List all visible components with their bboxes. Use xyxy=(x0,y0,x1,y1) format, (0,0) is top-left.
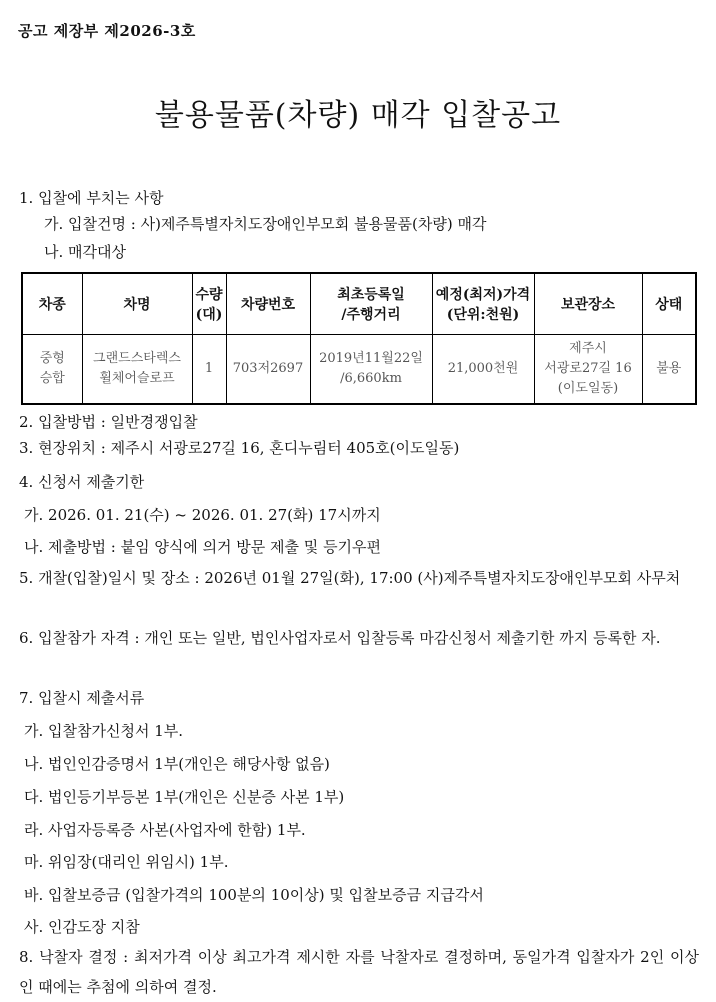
cell-loc-line3: (이도일동) xyxy=(557,381,619,396)
list-item: 나. 법인인감증명서 1부(개인은 해당사항 없음) xyxy=(24,755,330,773)
list-item: 라. 사업자등록증 사본(사업자에 한함) 1부. xyxy=(24,821,306,839)
sale-items-table xyxy=(21,272,697,405)
list-item: 가. 입찰참가신청서 1부. xyxy=(24,722,184,740)
section-4-item-b: 나. 제출방법 : 붙임 양식에 의거 방문 제출 및 등기우편 xyxy=(24,538,382,556)
header-qty xyxy=(192,273,226,335)
cell-location xyxy=(534,335,642,405)
header-qty-line1: 수량 xyxy=(195,287,223,303)
header-price xyxy=(432,273,534,335)
header-type: 차종 xyxy=(22,273,82,335)
page-title: 불용물품(차량) 매각 입찰공고 xyxy=(154,98,562,133)
cell-name xyxy=(82,335,192,405)
list-item: 사. 인감도장 지참 xyxy=(24,918,140,936)
section-5: 5. 개찰(입찰)일시 및 장소 : 2026년 01월 27일(화), 17:00 (사)제주특별자치도장애인부모회 사무처 xyxy=(19,569,681,587)
list-item: 마. 위임장(대리인 위임시) 1부. xyxy=(24,853,229,871)
table-row xyxy=(22,335,696,405)
header-location: 보관장소 xyxy=(534,273,642,335)
header-price-line2: (단위:천원) xyxy=(446,307,520,323)
header-status: 상태 xyxy=(642,273,696,335)
section-7-heading: 7. 입찰시 제출서류 xyxy=(19,689,145,707)
table-header-row xyxy=(22,273,696,335)
cell-type-line2: 승합 xyxy=(39,371,65,386)
section-6: 6. 입찰참가 자격 : 개인 또는 일반, 법인사업자로서 입찰등록 마감신청서 제출기한 까지 등록한 자. xyxy=(19,629,661,647)
section-4-heading: 4. 신청서 제출기한 xyxy=(19,473,145,491)
section-4-item-a: 가. 2026. 01. 21(수) ~ 2026. 01. 27(화) 17시까지 xyxy=(24,506,381,524)
cell-name-line2: 휠체어슬로프 xyxy=(99,371,175,386)
list-item: 다. 법인등기부등본 1부(개인은 신분증 사본 1부) xyxy=(24,788,345,806)
cell-price: 21,000천원 xyxy=(432,335,534,405)
header-qty-line2: (대) xyxy=(195,307,223,323)
section-1-item-b: 나. 매각대상 xyxy=(44,243,126,261)
list-item: 바. 입찰보증금 (입찰가격의 100분의 10이상) 및 입찰보증금 지급각서 xyxy=(24,886,484,904)
header-registration xyxy=(310,273,432,335)
header-plate: 차량번호 xyxy=(226,273,310,335)
cell-loc-line1: 제주시 xyxy=(569,341,607,356)
cell-reg-line1: 2019년11월22일 xyxy=(319,351,423,366)
notice-number: 공고 제장부 제2026-3호 xyxy=(18,22,196,40)
section-1-heading: 1. 입찰에 부치는 사항 xyxy=(19,189,164,207)
section-1-item-a: 가. 입찰건명 : 사)제주특별자치도장애인부모회 불용물품(차량) 매각 xyxy=(44,215,487,233)
section-8: 8. 낙찰자 결정 : 최저가격 이상 최고가격 제시한 자를 낙찰자로 결정하며, 동일가격 입찰자가 2인 이상인 때에는 추첨에 의하여 결정. xyxy=(19,948,699,996)
header-name: 차명 xyxy=(82,273,192,335)
cell-type xyxy=(22,335,82,405)
section-3: 3. 현장위치 : 제주시 서광로27길 16, 혼디누림터 405호(이도일동) xyxy=(19,439,460,457)
cell-qty: 1 xyxy=(192,335,226,405)
header-reg-line1: 최초등록일 xyxy=(337,287,405,303)
cell-reg-line2: /6,660km xyxy=(340,371,402,386)
cell-name-line1: 그랜드스타렉스 xyxy=(93,351,181,366)
cell-type-line1: 중형 xyxy=(39,351,65,366)
header-reg-line2: /주행거리 xyxy=(341,307,401,323)
cell-loc-line2: 서광로27길 16 xyxy=(544,361,632,376)
cell-plate: 703저2697 xyxy=(226,335,310,405)
cell-registration xyxy=(310,335,432,405)
header-price-line1: 예정(최저)가격 xyxy=(435,287,531,303)
cell-status: 불용 xyxy=(642,335,696,405)
section-2: 2. 입찰방법 : 일반경쟁입찰 xyxy=(19,413,198,431)
